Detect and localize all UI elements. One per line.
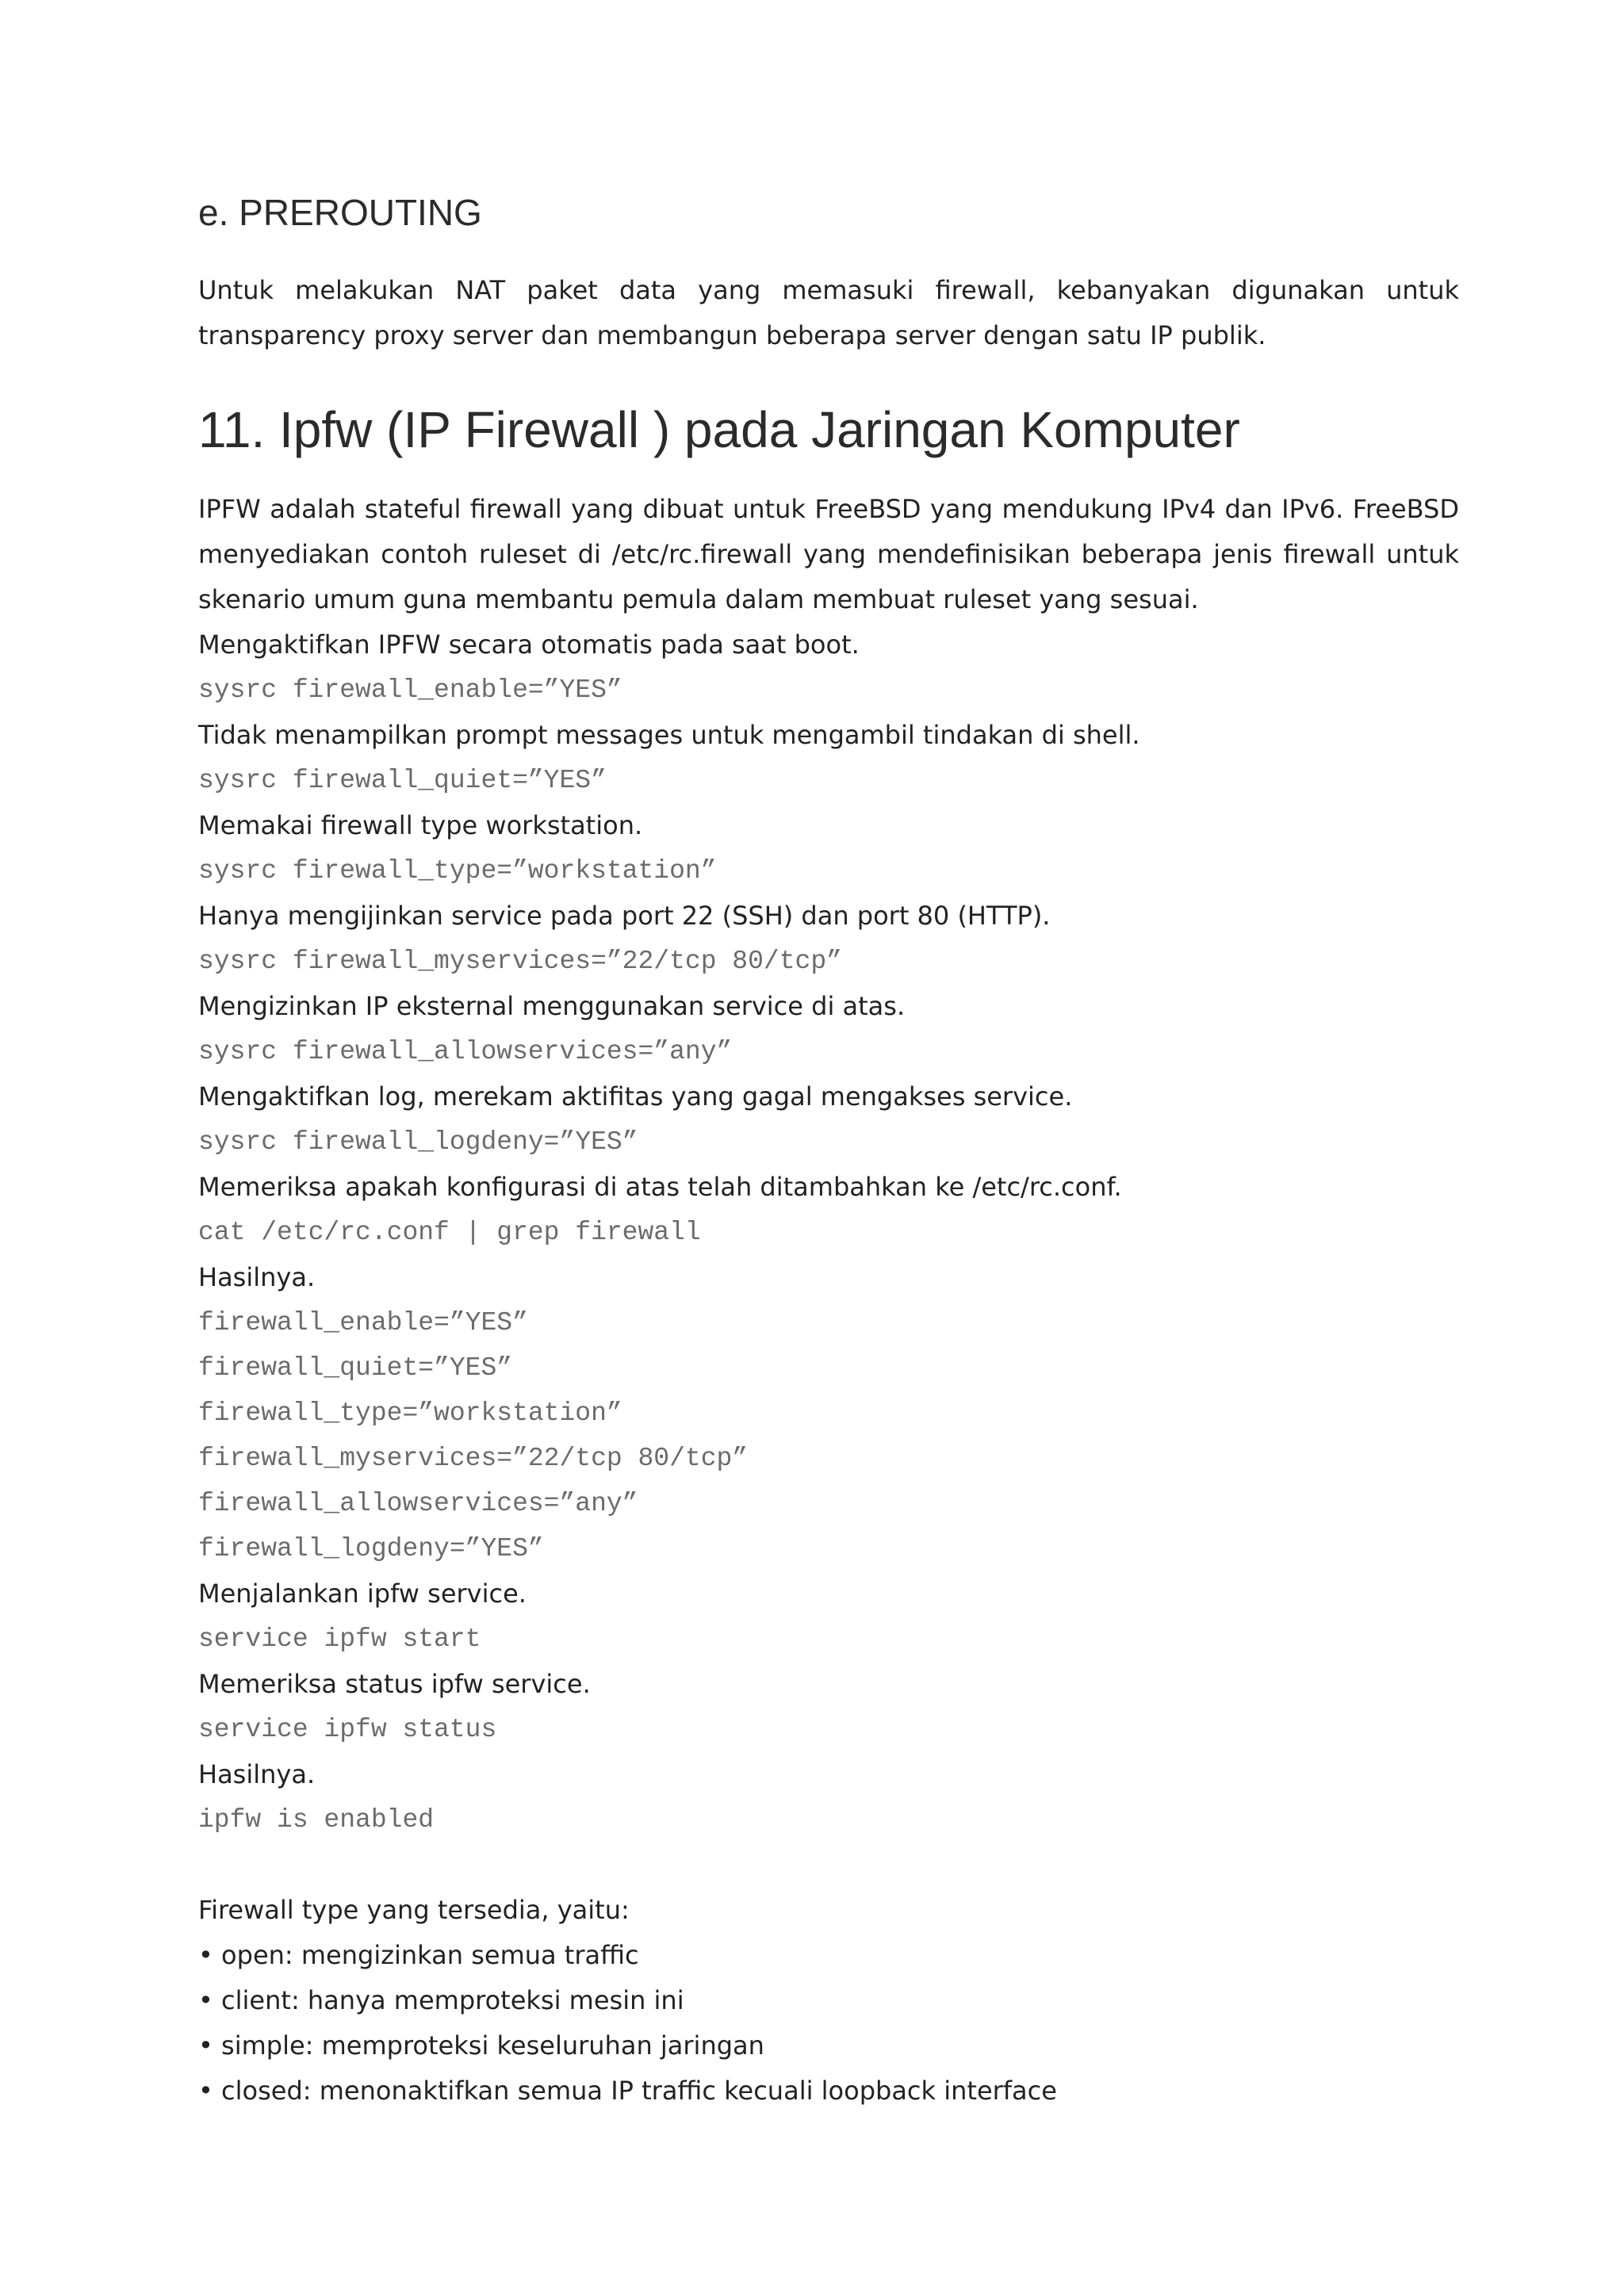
step-text: Mengaktifkan log, merekam aktifitas yang gagal mengakses service. — [198, 1081, 1073, 1112]
step-text: Hanya mengijinkan service pada port 22 (SSH) dan port 80 (HTTP). — [198, 901, 1051, 931]
ipfw-steps — [198, 622, 1459, 1843]
code-output-line: firewall_logdeny=”YES” — [198, 1534, 544, 1563]
firewall-types-list — [198, 1933, 1459, 2114]
list-item: • simple: memproteksi keseluruhan jaringan — [198, 2030, 764, 2061]
code-line: sysrc firewall_allowservices=”any” — [198, 1037, 733, 1066]
code-output-line: firewall_quiet=”YES” — [198, 1353, 513, 1383]
step-text: Hasilnya. — [198, 1759, 316, 1789]
code-output-line: firewall_allowservices=”any” — [198, 1489, 638, 1518]
list-item: • closed: menonaktifkan semua IP traffic kecuali loopback interface — [198, 2076, 1057, 2106]
document-page — [198, 190, 1459, 2114]
step-text: Menjalankan ipfw service. — [198, 1578, 527, 1609]
code-output-line: ipfw is enabled — [198, 1805, 435, 1835]
ipfw-intro-paragraph: IPFW adalah stateful firewall yang dibuat untuk FreeBSD yang mendukung IPv4 dan IPv6. FreeBSD menyediakan contoh ruleset di /etc/rc.firewall yang mendefinisikan beberapa jenis firewall untuk skenario umum guna membantu pemula dalam membuat ruleset yang sesuai. — [198, 494, 1459, 614]
code-output-line: firewall_enable=”YES” — [198, 1308, 528, 1337]
step-text: Memeriksa apakah konfigurasi di atas telah ditambahkan ke /etc/rc.conf. — [198, 1172, 1122, 1202]
code-output-line: firewall_type=”workstation” — [198, 1399, 622, 1428]
code-line: cat /etc/rc.conf | grep firewall — [198, 1218, 701, 1247]
list-item: • open: mengizinkan semua traffic — [198, 1940, 639, 1970]
step-text: Hasilnya. — [198, 1262, 316, 1292]
prerouting-paragraph: Untuk melakukan NAT paket data yang memasuki firewall, kebanyakan digunakan untuk transparency proxy server dan membangun beberapa server dengan satu IP publik. — [198, 275, 1459, 350]
blank-line — [198, 1843, 1459, 1888]
section-heading-prerouting: e. PREROUTING — [198, 192, 482, 233]
code-line: service ipfw start — [198, 1624, 481, 1654]
step-text: Mengaktifkan IPFW secara otomatis pada saat boot. — [198, 629, 860, 660]
step-text: Memeriksa status ipfw service. — [198, 1669, 591, 1699]
code-line: service ipfw status — [198, 1715, 497, 1744]
code-line: sysrc firewall_enable=”YES” — [198, 675, 622, 705]
step-text: Mengizinkan IP eksternal menggunakan service di atas. — [198, 991, 906, 1021]
code-line: sysrc firewall_myservices=”22/tcp 80/tcp” — [198, 947, 842, 976]
step-text: Memakai firewall type workstation. — [198, 810, 643, 840]
code-line: sysrc firewall_quiet=”YES” — [198, 766, 607, 795]
firewall-types-intro: Firewall type yang tersedia, yaitu: — [198, 1895, 630, 1925]
code-line: sysrc firewall_logdeny=”YES” — [198, 1127, 638, 1157]
step-text: Tidak menampilkan prompt messages untuk mengambil tindakan di shell. — [198, 720, 1140, 750]
code-line: sysrc firewall_type=”workstation” — [198, 856, 717, 886]
code-output-line: firewall_myservices=”22/tcp 80/tcp” — [198, 1444, 749, 1473]
section-heading-ipfw: 11. Ipfw (IP Firewall ) pada Jaringan Komputer — [198, 401, 1240, 458]
list-item: • client: hanya memproteksi mesin ini — [198, 1985, 684, 2015]
